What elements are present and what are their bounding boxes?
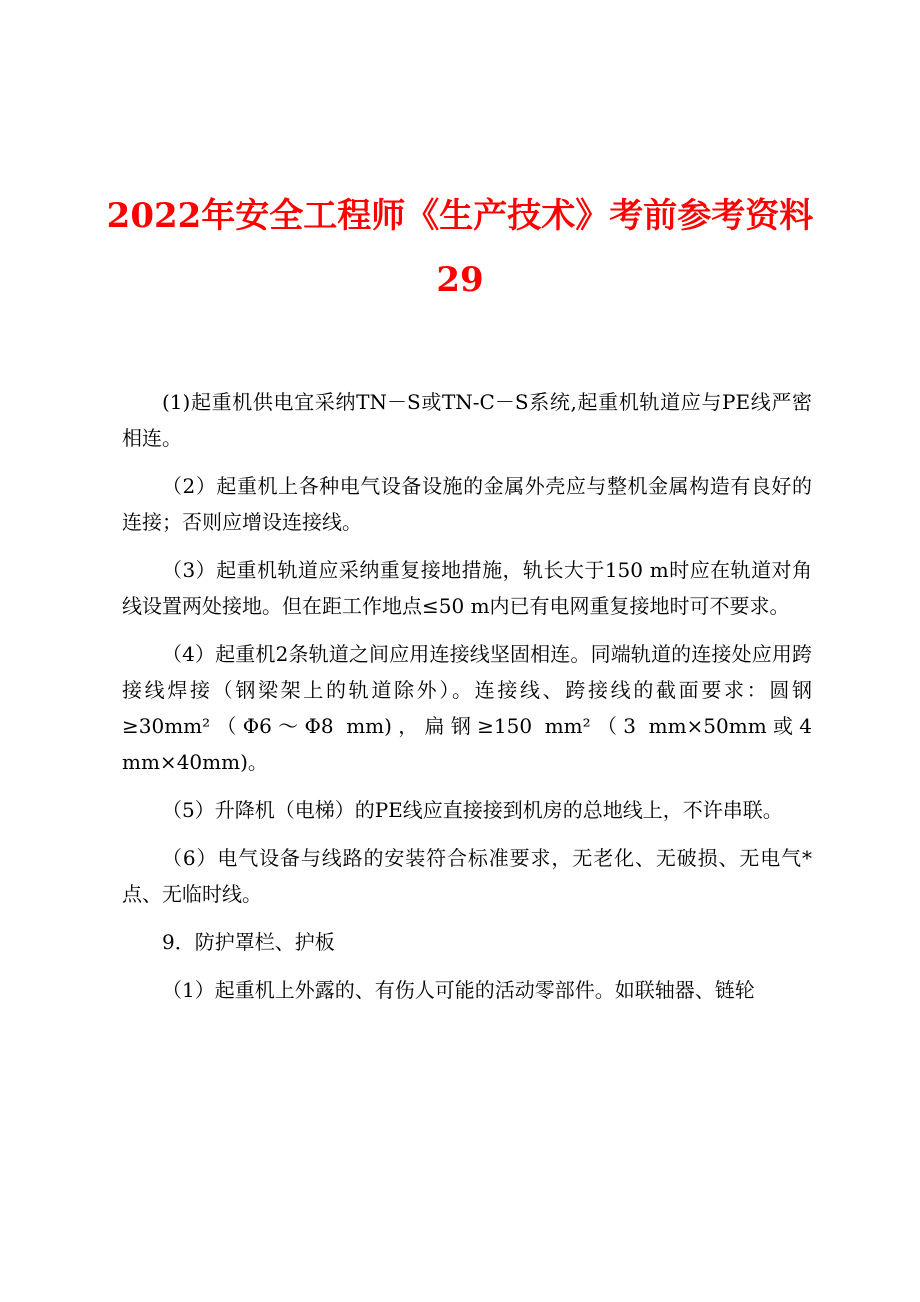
paragraph-6: （6）电气设备与线路的安装符合标准要求，无老化、无破损、无电气*点、无临时线。: [122, 846, 812, 906]
paragraph-2: （2）起重机上各种电气设备设施的金属外壳应与整机金属构造有良好的连接；否则应增设连接线。: [122, 474, 812, 534]
title-line-2: 29: [436, 260, 484, 300]
title-line-1: 2022年安全工程师《生产技术》考前参考资料: [106, 196, 814, 236]
document-body: [122, 384, 812, 1020]
paragraph-3: （3）起重机轨道应采纳重复接地措施，轨长大于150 m时应在轨道对角线设置两处接地。但在距工作地点≤50 m内已有电网重复接地时可不要求。: [122, 558, 812, 618]
paragraph-5: （5）升降机（电梯）的PE线应直接接到机房的总地线上，不许串联。: [162, 798, 783, 822]
paragraph-4: （4）起重机2条轨道之间应用连接线坚固相连。同端轨道的连接处应用跨接线焊接（钢梁架上的轨道除外）。连接线、跨接线的截面要求：圆钢≥30mm²（Φ6～Φ8 mm)，扁钢≥150 mm²（3 mm×50mm或4 mm×40mm)。: [122, 642, 812, 774]
paragraph-7: （1）起重机上外露的、有伤人可能的活动零部件。如联轴器、链轮: [162, 978, 755, 1002]
document-title: [60, 184, 860, 312]
section-heading: 9．防护罩栏、护板: [162, 930, 335, 954]
paragraph-1: (1)起重机供电宜采纳TN－S或TN-C－S系统,起重机轨道应与PE线严密相连。: [122, 390, 812, 450]
